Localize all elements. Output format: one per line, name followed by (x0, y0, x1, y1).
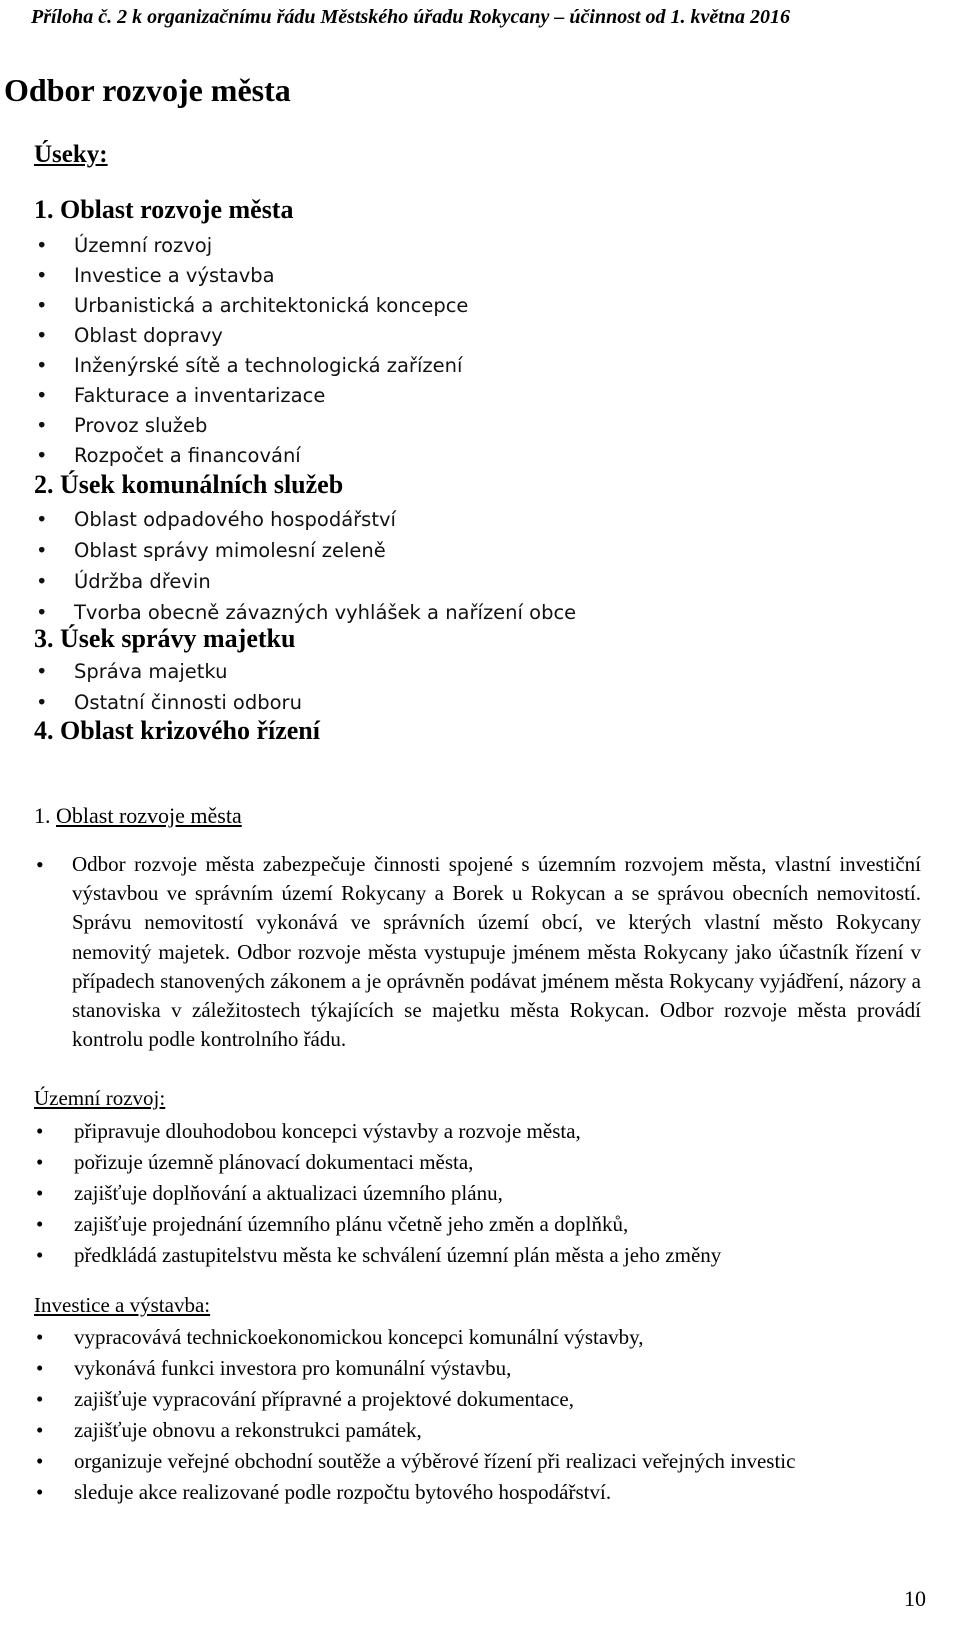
list-item: • Tvorba obecně závazných vyhlášek a nařízení obce (36, 597, 576, 628)
outline-heading-4: 4. Oblast krizového řízení (34, 716, 320, 745)
document-header: Příloha č. 2 k organizačnímu řádu Městského úřadu Rokycany – účinnost od 1. května 2016 (31, 6, 790, 28)
list-item: • Územní rozvoj (36, 231, 468, 261)
list-item: • Správa majetku (36, 656, 302, 687)
page-title: Odbor rozvoje města (4, 72, 291, 108)
page-number: 10 (904, 1586, 926, 1611)
outline-heading-1: 1. Oblast rozvoje města (34, 195, 294, 224)
list-item: • vypracovává technickoekonomickou koncepci komunální výstavby, (36, 1322, 795, 1353)
subsection-list-investice (36, 1322, 795, 1508)
list-item: • vykonává funkci investora pro komunální výstavbu, (36, 1353, 795, 1384)
detail-heading (34, 803, 242, 829)
list-item: • Provoz služeb (36, 411, 468, 441)
outline-list-3 (36, 656, 302, 718)
subsection-heading-uzemni-rozvoj: Územní rozvoj: (34, 1086, 166, 1110)
list-item: • Oblast dopravy (36, 321, 468, 351)
list-item: • Ostatní činnosti odboru (36, 687, 302, 718)
outline-list-1 (36, 231, 468, 471)
list-item: • zajišťuje projednání územního plánu včetně jeho změn a doplňků, (36, 1209, 721, 1240)
detail-number: 1. (34, 803, 56, 828)
list-item: • zajišťuje doplňování a aktualizaci územního plánu, (36, 1178, 721, 1209)
list-item: • Oblast odpadového hospodářství (36, 504, 576, 535)
list-item: • předkládá zastupitelstvu města ke schválení územní plán města a jeho změny (36, 1240, 721, 1271)
list-item: • pořizuje územně plánovací dokumentaci města, (36, 1147, 721, 1178)
list-item: • Údržba dřevin (36, 566, 576, 597)
list-item: • Fakturace a inventarizace (36, 381, 468, 411)
list-item: • Rozpočet a financování (36, 441, 468, 471)
list-item: • připravuje dlouhodobou koncepci výstavby a rozvoje města, (36, 1116, 721, 1147)
subsection-list-uzemni-rozvoj (36, 1116, 721, 1271)
list-item: • Investice a výstavba (36, 261, 468, 291)
sections-label: Úseky: (34, 141, 108, 168)
outline-list-2 (36, 504, 576, 628)
outline-heading-3: 3. Úsek správy majetku (34, 624, 296, 653)
list-item: • Urbanistická a architektonická koncepce (36, 291, 468, 321)
detail-title: Oblast rozvoje města (56, 803, 242, 828)
list-item: • sleduje akce realizované podle rozpočtu bytového hospodářství. (36, 1477, 795, 1508)
list-item: • Inženýrské sítě a technologická zařízení (36, 351, 468, 381)
list-item: • zajišťuje obnovu a rekonstrukci památek, (36, 1415, 795, 1446)
paragraph-text: Odbor rozvoje města zabezpečuje činnosti spojené s územním rozvojem města, vlastní investiční výstavbou ve správním území Rokycany a Borek u Rokycan a se správou obecních nemovitostí. Správu nemovitostí vykonává ve správních území obcí, ve kterých vlastní město Rokycany nemovitý majetek. Odbor rozvoje města vystupuje jménem města Rokycany jako účastník řízení v případech stanovených zákonem a je oprávněn podávat jménem města Rokycany vyjádření, názory a stanoviska v záležitostech týkajících se majetku města Rokycan. Odbor rozvoje města provádí kontrolu podle kontrolního řádu. (72, 852, 921, 1052)
list-item: • organizuje veřejné obchodní soutěže a výběrové řízení při realizaci veřejných investic (36, 1446, 795, 1477)
list-item: • Oblast správy mimolesní zeleně (36, 535, 576, 566)
bullet-icon: • (36, 852, 44, 877)
outline-heading-2: 2. Úsek komunálních služeb (34, 470, 344, 499)
list-item: • zajišťuje vypracování přípravné a projektové dokumentace, (36, 1384, 795, 1415)
subsection-heading-investice: Investice a výstavba: (34, 1293, 211, 1317)
